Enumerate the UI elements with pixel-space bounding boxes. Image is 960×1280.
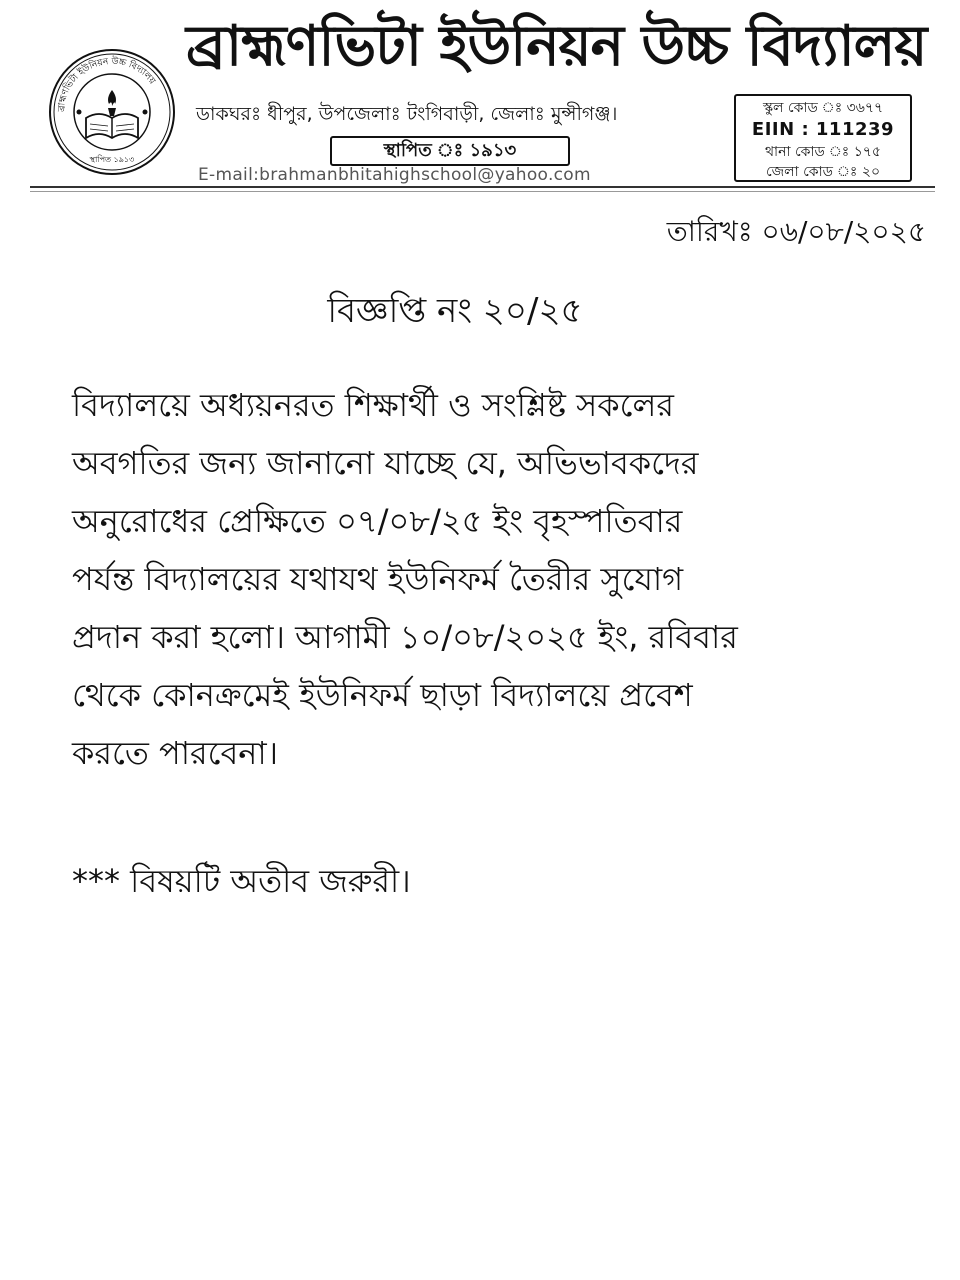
body-line: অনুরোধের প্রেক্ষিতে ০৭/০৮/২৫ ইং বৃহস্পতিবার — [72, 502, 683, 540]
thana-code: থানা কোড ঃ ১৭৫ — [764, 144, 881, 160]
body-line: করতে পারবেনা। — [72, 734, 279, 772]
seal-year-text: স্থাপিত ১৯১৩ — [89, 155, 135, 164]
school-email: E-mail:brahmanbhitahighschool@yahoo.com — [198, 165, 591, 185]
body-line: অবগতির জন্য জানানো যাচ্ছে যে, অভিভাবকদের — [72, 444, 699, 482]
body-line: বিদ্যালয়ে অধ্যয়নরত শিক্ষার্থী ও সংশ্লিষ্ট সকলের — [72, 386, 674, 424]
school-seal-logo — [46, 46, 178, 178]
letterhead — [0, 0, 960, 200]
seal-ring-text: ব্রাহ্মণভিটা ইউনিয়ন উচ্চ বিদ্যালয় — [56, 56, 157, 113]
school-name: ব্রাহ্মণভিটা ইউনিয়ন উচ্চ বিদ্যালয় — [186, 14, 927, 79]
school-address: ডাকঘরঃ ধীপুর, উপজেলাঃ টংগিবাড়ী, জেলাঃ মুন্সীগঞ্জ। — [196, 103, 618, 125]
notice-date: তারিখঃ ০৬/০৮/২০২৫ — [666, 215, 926, 248]
district-code: জেলা কোড ঃ ২০ — [765, 164, 881, 180]
notice-body — [72, 376, 922, 782]
eiin-number: EIIN : 111239 — [751, 119, 895, 140]
notice-number: বিজ্ঞপ্তি নং ২০/২৫ — [327, 291, 583, 331]
body-line: থেকে কোনক্রমেই ইউনিফর্ম ছাড়া বিদ্যালয়ে প্রবেশ — [72, 676, 693, 714]
letterhead-divider-thin — [30, 191, 935, 192]
body-line: পর্যন্ত বিদ্যালয়ের যথাযথ ইউনিফর্ম তৈরীর সুযোগ — [72, 560, 684, 598]
school-code: স্কুল কোড ঃ ৩৬৭৭ — [762, 100, 884, 116]
school-code-box — [734, 94, 912, 182]
letterhead-divider — [30, 186, 935, 188]
established-badge: স্থাপিত ঃ ১৯১৩ — [330, 136, 570, 166]
body-line: প্রদান করা হলো। আগামী ১০/০৮/২০২৫ ইং, রবিবার — [72, 618, 738, 656]
urgent-note: *** বিষয়টি অতীব জরুরী। — [72, 862, 411, 900]
